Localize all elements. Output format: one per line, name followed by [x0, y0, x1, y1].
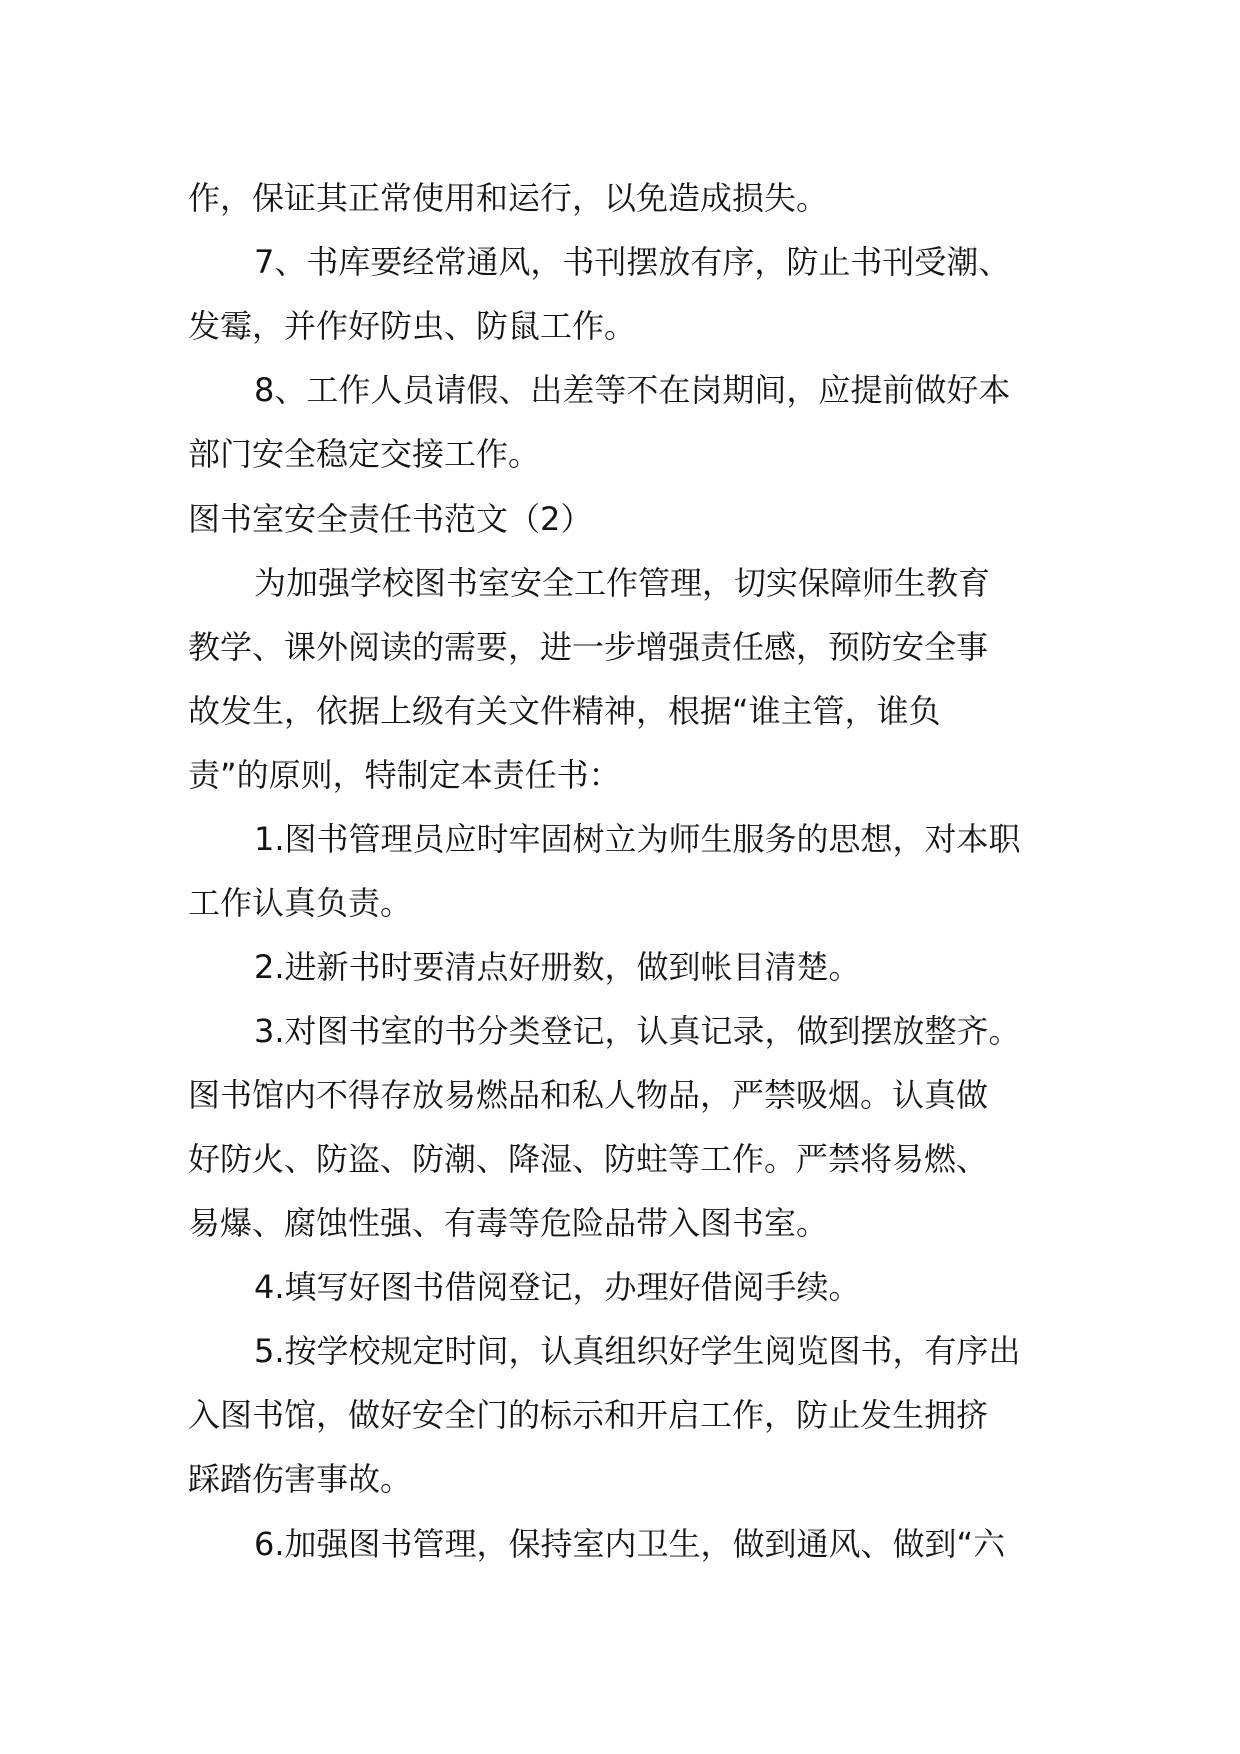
text-line: 发霉，并作好防虫、防鼠工作。 [188, 307, 637, 345]
paragraph-item-7: 7、书库要经常通风，书刊摆放有序，防止书刊受潮、 [254, 243, 1011, 281]
text-line: 踩踏伤害事故。 [188, 1460, 413, 1498]
list-item-3: 3.对图书室的书分类登记，认真记录，做到摆放整齐。 [254, 1012, 1021, 1050]
section-heading: 图书室安全责任书范文（2） [188, 500, 593, 538]
paragraph-item-8: 8、工作人员请假、出差等不在岗期间，应提前做好本 [254, 371, 1011, 409]
text-line: 入图书馆，做好安全门的标示和开启工作，防止发生拥挤 [188, 1396, 989, 1434]
list-item-6: 6.加强图书管理，保持室内卫生，做到通风、做到“六 [254, 1525, 1006, 1563]
list-item-4: 4.填写好图书借阅登记，办理好借阅手续。 [254, 1268, 861, 1306]
text-line: 故发生，依据上级有关文件精神，根据“谁主管，谁负 [188, 692, 941, 730]
text-line: 好防火、防盗、防潮、降湿、防蛀等工作。严禁将易燃、 [188, 1140, 989, 1178]
text-line: 部门安全稳定交接工作。 [188, 435, 541, 473]
intro-paragraph: 为加强学校图书室安全工作管理，切实保障师生教育 [254, 564, 991, 602]
text-line: 教学、课外阅读的需要，进一步增强责任感，预防安全事 [188, 628, 989, 666]
text-line: 作，保证其正常使用和运行，以免造成损失。 [188, 179, 829, 217]
text-line: 责”的原则，特制定本责任书： [188, 756, 621, 794]
text-line: 图书馆内不得存放易燃品和私人物品，严禁吸烟。认真做 [188, 1076, 989, 1114]
text-line: 工作认真负责。 [188, 884, 413, 922]
list-item-2: 2.进新书时要清点好册数，做到帐目清楚。 [254, 948, 861, 986]
text-line: 易爆、腐蚀性强、有毒等危险品带入图书室。 [188, 1204, 829, 1242]
list-item-1: 1.图书管理员应时牢固树立为师生服务的思想，对本职 [254, 820, 1021, 858]
list-item-5: 5.按学校规定时间，认真组织好学生阅览图书，有序出 [254, 1332, 1021, 1370]
